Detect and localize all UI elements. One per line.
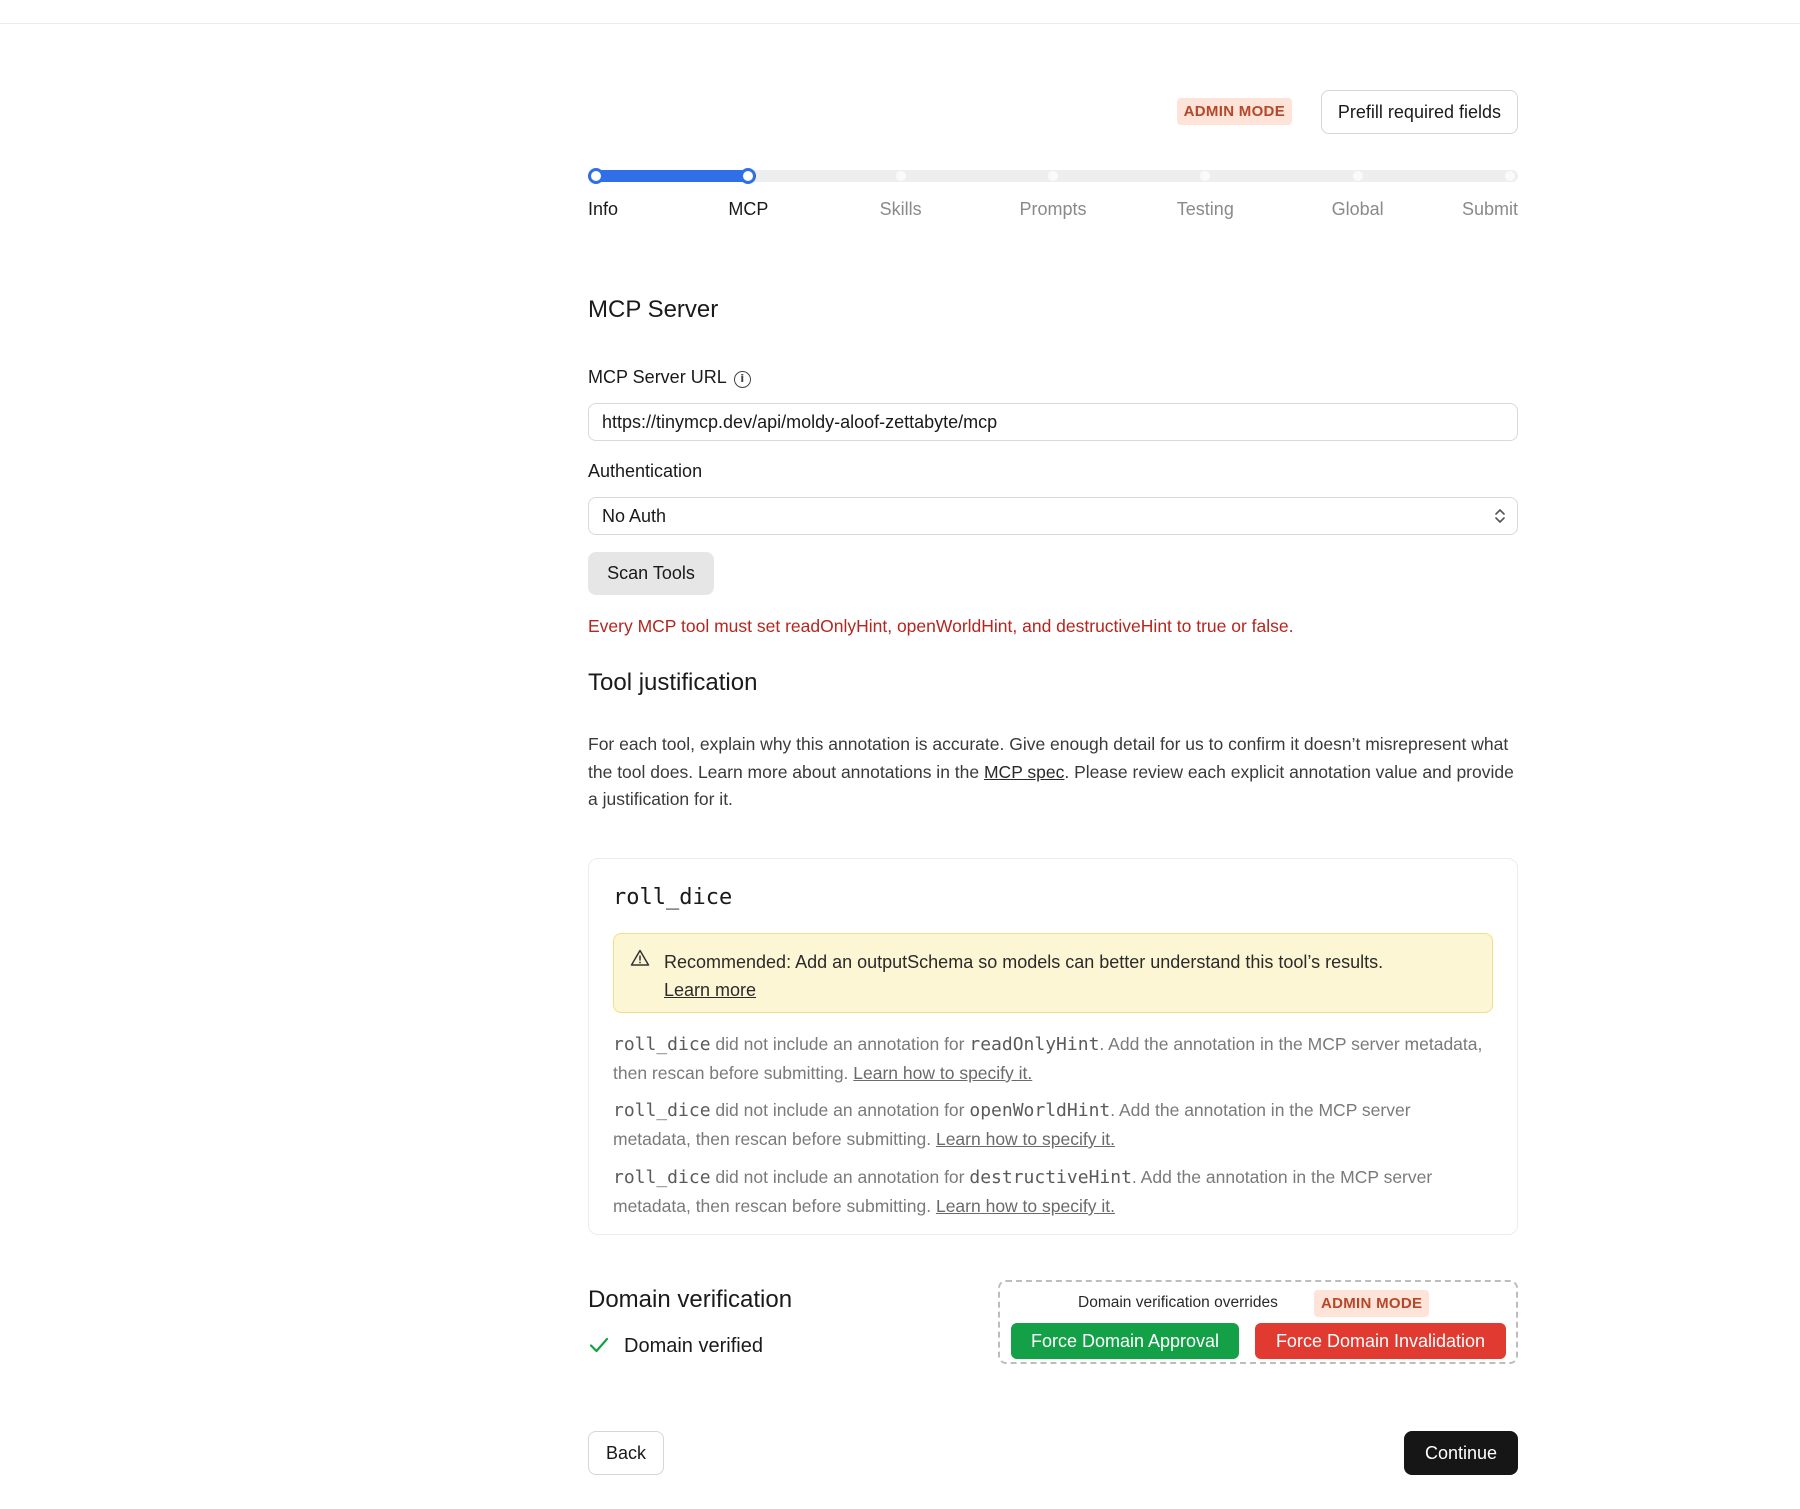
annotation-message-text: . Add the annotation in the MCP server metadata, then rescan before submitting.: [613, 1167, 1433, 1216]
domain-verification-heading: Domain verification: [588, 1286, 793, 1313]
warning-message: Recommended: Add an outputSchema so models can better understand this tool’s results.: [664, 952, 1384, 972]
back-button[interactable]: Back: [588, 1431, 664, 1475]
authentication-select-value: No Auth: [602, 506, 667, 526]
step-label-mcp[interactable]: MCP: [728, 199, 769, 219]
tool-justification-description: [588, 731, 1518, 814]
description-text-end: . Please review each explicit annotation value and provide a justification for it.: [588, 761, 1514, 809]
step-label-submit[interactable]: Submit: [1461, 199, 1518, 219]
learn-how-to-specify-link[interactable]: Learn how to specify it.: [935, 1196, 1115, 1216]
scan-tools-button[interactable]: Scan Tools: [588, 552, 714, 595]
mcp-server-url-label-text: MCP Server URL: [588, 367, 727, 387]
force-domain-invalidation-button[interactable]: Force Domain Invalidation: [1255, 1323, 1506, 1359]
tool-name-code: roll_dice: [613, 1100, 711, 1121]
hint-name-code: destructiveHint: [969, 1167, 1132, 1188]
annotation-message-text: . Add the annotation in the MCP server metadata, then rescan before submitting.: [613, 1034, 1483, 1083]
authentication-label: Authentication: [588, 461, 703, 481]
hint-name-code: openWorldHint: [969, 1100, 1111, 1121]
stepper-progress-fill: [588, 170, 756, 182]
tool-justification-heading: Tool justification: [588, 669, 758, 696]
tool-card: [588, 858, 1518, 1235]
output-schema-warning: [613, 933, 1493, 1013]
step-label-skills[interactable]: Skills: [879, 199, 922, 219]
learn-more-link[interactable]: Learn more: [664, 980, 757, 1000]
annotation-error-message: Every MCP tool must set readOnlyHint, openWorldHint, and destructiveHint to true or false.: [588, 616, 1294, 636]
mcp-server-url-label: [588, 367, 751, 388]
stepper-dot-prompts: [1048, 171, 1058, 181]
admin-mode-badge: ADMIN MODE: [1314, 1290, 1429, 1317]
mcp-spec-link[interactable]: MCP spec: [983, 761, 1065, 782]
learn-how-to-specify-link[interactable]: Learn how to specify it.: [853, 1063, 1033, 1083]
step-label-info[interactable]: Info: [588, 199, 619, 219]
learn-how-to-specify-link[interactable]: Learn how to specify it.: [935, 1129, 1115, 1149]
description-text: For each tool, explain why this annotation is accurate. Give enough detail for us to confirm it doesn’t misrepresent what the tool does. Learn more about annotations in the: [588, 734, 1509, 782]
progress-stepper: [588, 168, 1518, 184]
annotation-message-text: did not include an annotation for: [710, 1034, 970, 1054]
domain-verified-status: [588, 1334, 763, 1358]
mcp-server-url-input[interactable]: https://tinymcp.dev/api/moldy-aloof-zettabyte/mcp: [588, 403, 1518, 441]
annotation-message-readonly: [613, 1030, 1493, 1087]
warning-triangle-icon: [630, 948, 650, 968]
step-label-testing[interactable]: Testing: [1176, 199, 1234, 219]
header-row: [588, 90, 1518, 134]
top-divider: [0, 23, 1800, 24]
mcp-server-heading: MCP Server: [588, 296, 719, 323]
warning-text: [664, 948, 1474, 1004]
annotation-message-openworld: [613, 1096, 1493, 1153]
annotation-message-destructive: [613, 1163, 1493, 1220]
stepper-dot-submit: [1505, 171, 1515, 181]
hint-name-code: readOnlyHint: [969, 1034, 1100, 1055]
stepper-labels: [588, 199, 1518, 223]
step-label-global[interactable]: Global: [1331, 199, 1384, 219]
overrides-label: Domain verification overrides: [1078, 1294, 1278, 1311]
chevron-updown-icon: [1493, 507, 1507, 525]
tool-name: roll_dice: [613, 885, 733, 910]
prefill-required-fields-button[interactable]: Prefill required fields: [1321, 90, 1518, 134]
tool-name-code: roll_dice: [613, 1167, 711, 1188]
domain-verified-text: Domain verified: [624, 1335, 763, 1357]
domain-verification-overrides: [998, 1280, 1518, 1364]
check-icon: [588, 1334, 610, 1356]
continue-button[interactable]: Continue: [1404, 1431, 1518, 1475]
annotation-message-text: did not include an annotation for: [710, 1167, 970, 1187]
stepper-dot-global: [1353, 171, 1363, 181]
annotation-message-text: . Add the annotation in the MCP server metadata, then rescan before submitting.: [613, 1100, 1411, 1149]
stepper-dot-skills: [896, 171, 906, 181]
annotation-message-text: did not include an annotation for: [710, 1100, 970, 1120]
stepper-dot-info: [588, 168, 604, 184]
authentication-select[interactable]: [588, 497, 1518, 535]
info-icon[interactable]: i: [734, 371, 751, 388]
force-domain-approval-button[interactable]: Force Domain Approval: [1011, 1323, 1239, 1359]
admin-mode-badge: ADMIN MODE: [1177, 98, 1292, 125]
tool-name-code: roll_dice: [613, 1034, 711, 1055]
step-label-prompts[interactable]: Prompts: [1019, 199, 1087, 219]
